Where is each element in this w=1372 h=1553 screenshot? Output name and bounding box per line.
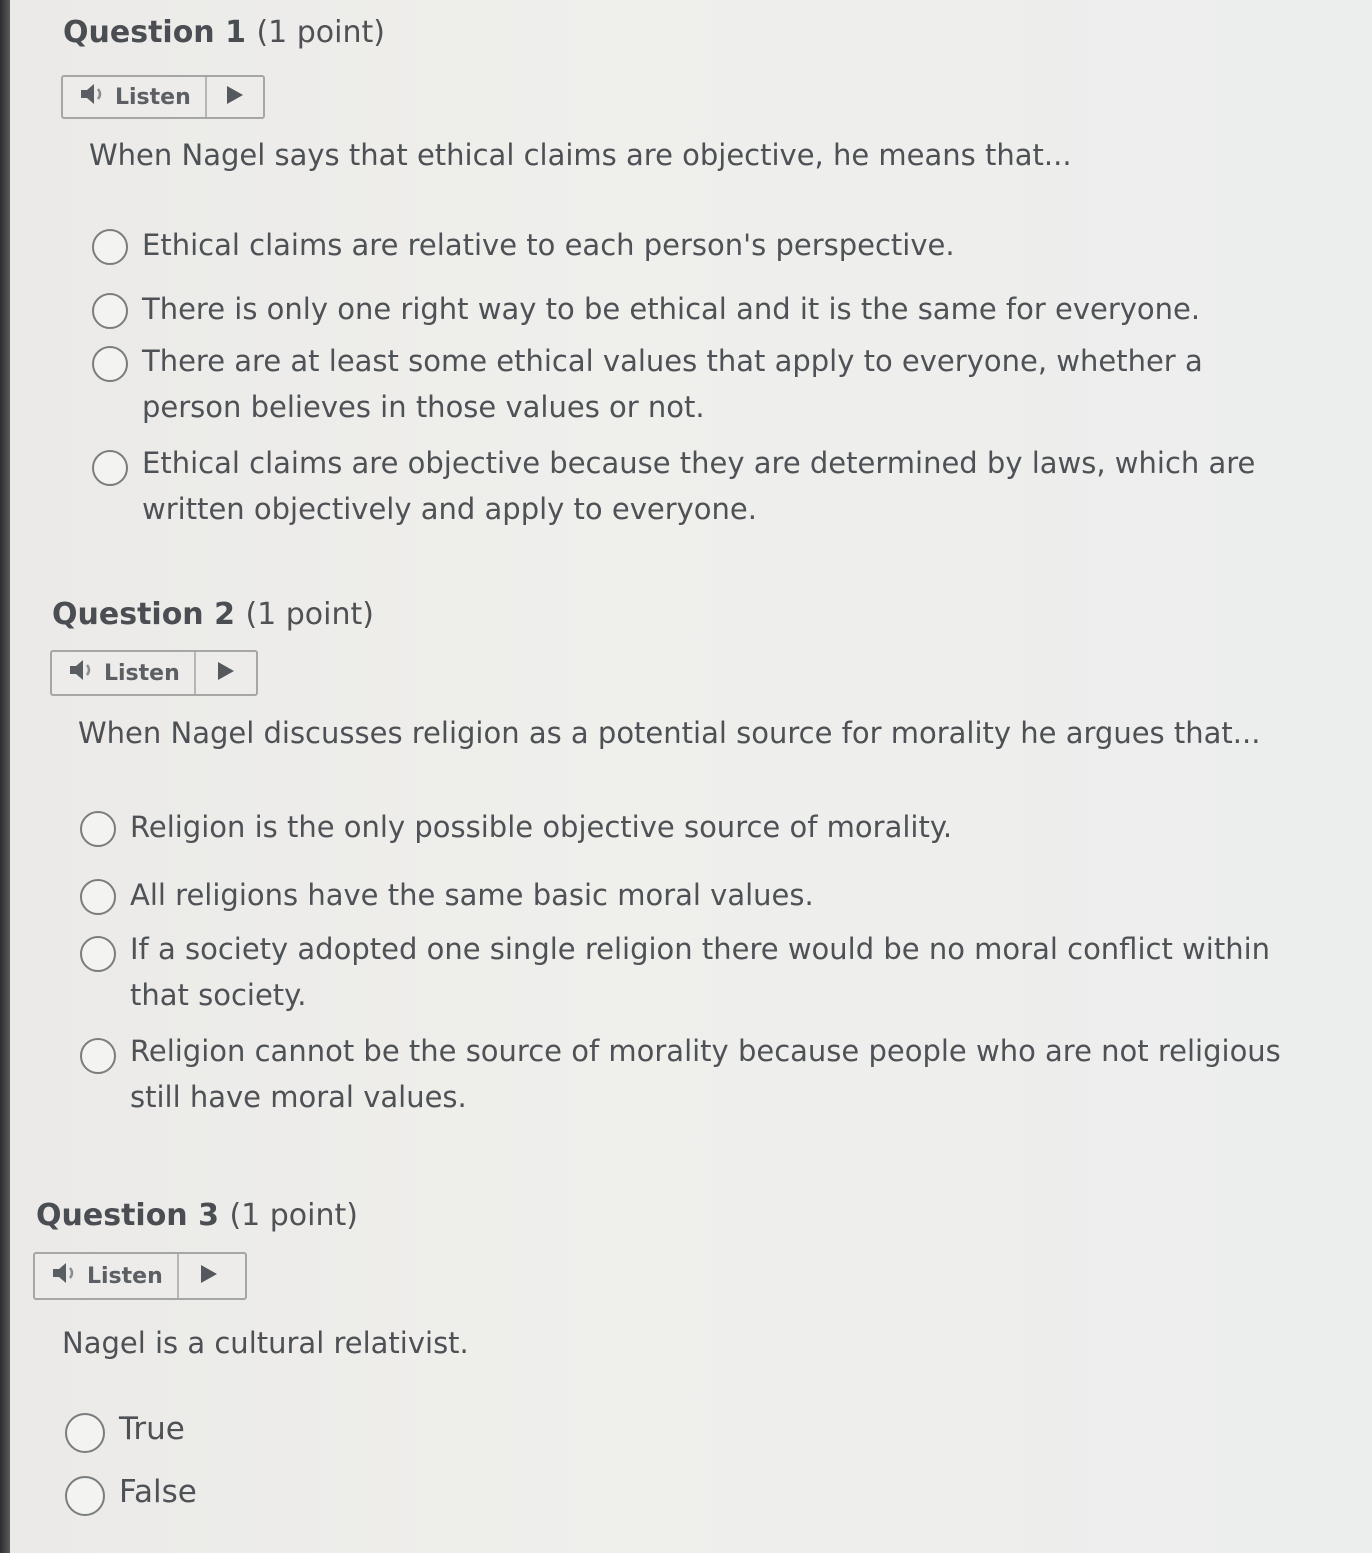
question-2-title: [52, 597, 374, 633]
question-points: (1 point): [229, 1198, 358, 1233]
question-3-title: [36, 1198, 358, 1234]
option-label: There is only one right way to be ethical and it is the same for everyone.: [142, 292, 1201, 326]
listen-control: [50, 650, 258, 696]
screen-edge: [0, 0, 10, 1553]
question-points: (1 point): [245, 597, 374, 632]
speaker-icon: [79, 83, 107, 111]
question-prompt: When Nagel discusses religion as a potential source for morality he argues that...: [78, 716, 1261, 750]
answer-option[interactable]: [80, 926, 1310, 1018]
option-label: Religion cannot be the source of morality because people who are not religious still have moral values.: [130, 1034, 1281, 1114]
question-number: Question 2: [52, 597, 235, 632]
radio-button[interactable]: [92, 346, 128, 382]
option-label: If a society adopted one single religion there would be no moral conflict within that society.: [130, 932, 1271, 1012]
listen-button[interactable]: [35, 1254, 179, 1298]
option-label: Ethical claims are relative to each person's perspective.: [142, 228, 955, 262]
question-prompt: Nagel is a cultural relativist.: [62, 1326, 469, 1360]
answer-option[interactable]: [80, 872, 1310, 918]
speaker-icon: [68, 659, 96, 687]
radio-button[interactable]: [80, 936, 116, 972]
option-label: Ethical claims are objective because they are determined by laws, which are written objectively and apply to everyone.: [142, 446, 1256, 526]
play-icon: [199, 1264, 219, 1288]
answer-option[interactable]: [92, 222, 1302, 268]
listen-label: Listen: [104, 660, 180, 686]
option-label: There are at least some ethical values that apply to everyone, whether a person believes in those values or not.: [142, 344, 1203, 424]
question-points: (1 point): [256, 15, 385, 50]
radio-button[interactable]: [92, 293, 128, 329]
listen-button[interactable]: [63, 77, 207, 117]
answer-option[interactable]: [80, 804, 1310, 850]
answer-options: [65, 1406, 465, 1516]
play-button[interactable]: [196, 652, 256, 694]
listen-control: [61, 75, 265, 119]
answer-option[interactable]: [80, 1028, 1310, 1120]
speaker-icon: [51, 1262, 79, 1290]
play-button[interactable]: [207, 77, 263, 117]
play-icon: [225, 85, 245, 109]
radio-button[interactable]: [80, 1038, 116, 1074]
play-button[interactable]: [179, 1254, 239, 1298]
answer-option[interactable]: [65, 1406, 465, 1453]
answer-option[interactable]: [92, 440, 1302, 532]
option-label: All religions have the same basic moral values.: [130, 878, 814, 912]
listen-label: Listen: [87, 1263, 163, 1289]
question-number: Question 1: [63, 15, 246, 50]
radio-button[interactable]: [80, 879, 116, 915]
radio-button[interactable]: [92, 450, 128, 486]
question-prompt: When Nagel says that ethical claims are objective, he means that...: [89, 138, 1072, 172]
question-number: Question 3: [36, 1198, 219, 1233]
answer-options: [80, 804, 1310, 1120]
listen-control: [33, 1252, 247, 1300]
radio-button[interactable]: [65, 1413, 105, 1453]
radio-button[interactable]: [92, 229, 128, 265]
listen-label: Listen: [115, 84, 191, 110]
question-1-title: [63, 15, 385, 51]
option-label: Religion is the only possible objective source of morality.: [130, 810, 953, 844]
answer-options: [92, 222, 1302, 532]
radio-button[interactable]: [65, 1476, 105, 1516]
answer-option[interactable]: [92, 286, 1302, 332]
play-icon: [216, 661, 236, 685]
listen-button[interactable]: [52, 652, 196, 694]
option-label: False: [119, 1474, 197, 1510]
radio-button[interactable]: [80, 811, 116, 847]
answer-option[interactable]: [92, 338, 1302, 430]
option-label: True: [119, 1411, 185, 1447]
answer-option[interactable]: [65, 1469, 465, 1516]
